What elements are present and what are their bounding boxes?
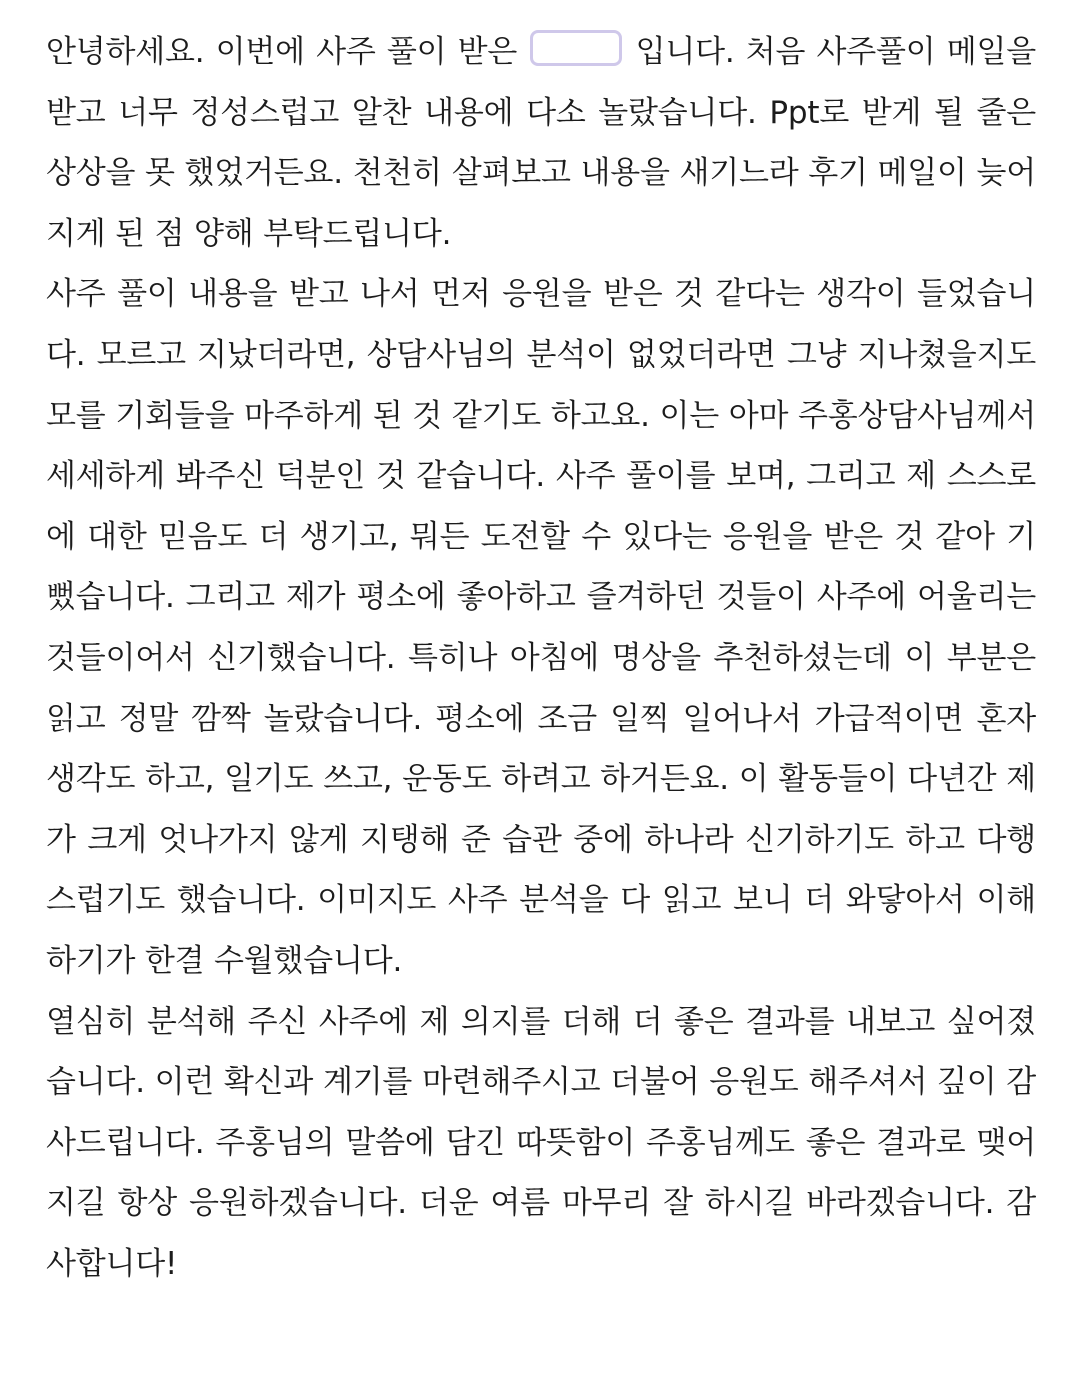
paragraph-3 xyxy=(46,992,1036,1295)
text-line: 받고 너무 정성스럽고 알찬 내용에 다소 놀랐습니다. Ppt로 받게 될 줄은 xyxy=(46,94,1036,131)
text-line: 사합니다! xyxy=(46,1245,178,1282)
text-line: 에 대한 믿음도 더 생기고, 뭐든 도전할 수 있다는 응원을 받은 것 같아 기 xyxy=(46,518,1036,555)
text-line: 습니다. 이런 확신과 계기를 마련해주시고 더불어 응원도 해주셔서 깊이 감 xyxy=(46,1064,1036,1101)
text-line: 읽고 정말 깜짝 놀랐습니다. 평소에 조금 일찍 일어나서 가급적이면 혼자 xyxy=(46,700,1036,737)
text-line: 가 크게 엇나가지 않게 지탱해 준 습관 중에 하나라 신기하기도 하고 다행 xyxy=(46,821,1036,858)
redacted-name-box xyxy=(530,30,622,66)
text-line: 안녕하세요. 이번에 사주 풀이 받은 입니다. 처음 사주풀이 메일을 xyxy=(46,22,1036,83)
text-line: 세세하게 봐주신 덕분인 것 같습니다. 사주 풀이를 보며, 그리고 제 스스로 xyxy=(46,458,1036,495)
text-line: 모를 기회들을 마주하게 된 것 같기도 하고요. 이는 아마 주홍상담사님께서 xyxy=(46,397,1036,434)
text-line: 사드립니다. 주홍님의 말씀에 담긴 따뜻함이 주홍님께도 좋은 결과로 맺어 xyxy=(46,1124,1036,1161)
text-line: 상상을 못 했었거든요. 천천히 살펴보고 내용을 새기느라 후기 메일이 늦어 xyxy=(46,155,1036,192)
text-line: 지게 된 점 양해 부탁드립니다. xyxy=(46,215,452,252)
text-line: 생각도 하고, 일기도 쓰고, 운동도 하려고 하거든요. 이 활동들이 다년간 제 xyxy=(46,761,1036,798)
text-line: 것들이어서 신기했습니다. 특히나 아침에 명상을 추천하셨는데 이 부분은 xyxy=(46,639,1037,676)
paragraph-1 xyxy=(46,22,1036,264)
text-line: 하기가 한결 수월했습니다. xyxy=(46,942,403,979)
text-line: 다. 모르고 지났더라면, 상담사님의 분석이 없었더라면 그냥 지나쳤을지도 xyxy=(46,336,1036,373)
review-document xyxy=(46,22,1036,1294)
text-line: 열심히 분석해 주신 사주에 제 의지를 더해 더 좋은 결과를 내보고 싶어졌 xyxy=(46,1003,1036,1040)
paragraph-2 xyxy=(46,264,1036,991)
text-line: 뻤습니다. 그리고 제가 평소에 좋아하고 즐겨하던 것들이 사주에 어울리는 xyxy=(46,579,1036,616)
text-line: 사주 풀이 내용을 받고 나서 먼저 응원을 받은 것 같다는 생각이 들었습니 xyxy=(46,276,1036,313)
text-line: 스럽기도 했습니다. 이미지도 사주 분석을 다 읽고 보니 더 와닿아서 이해 xyxy=(46,882,1036,919)
text-line: 지길 항상 응원하겠습니다. 더운 여름 마무리 잘 하시길 바라겠습니다. 감 xyxy=(46,1185,1036,1222)
